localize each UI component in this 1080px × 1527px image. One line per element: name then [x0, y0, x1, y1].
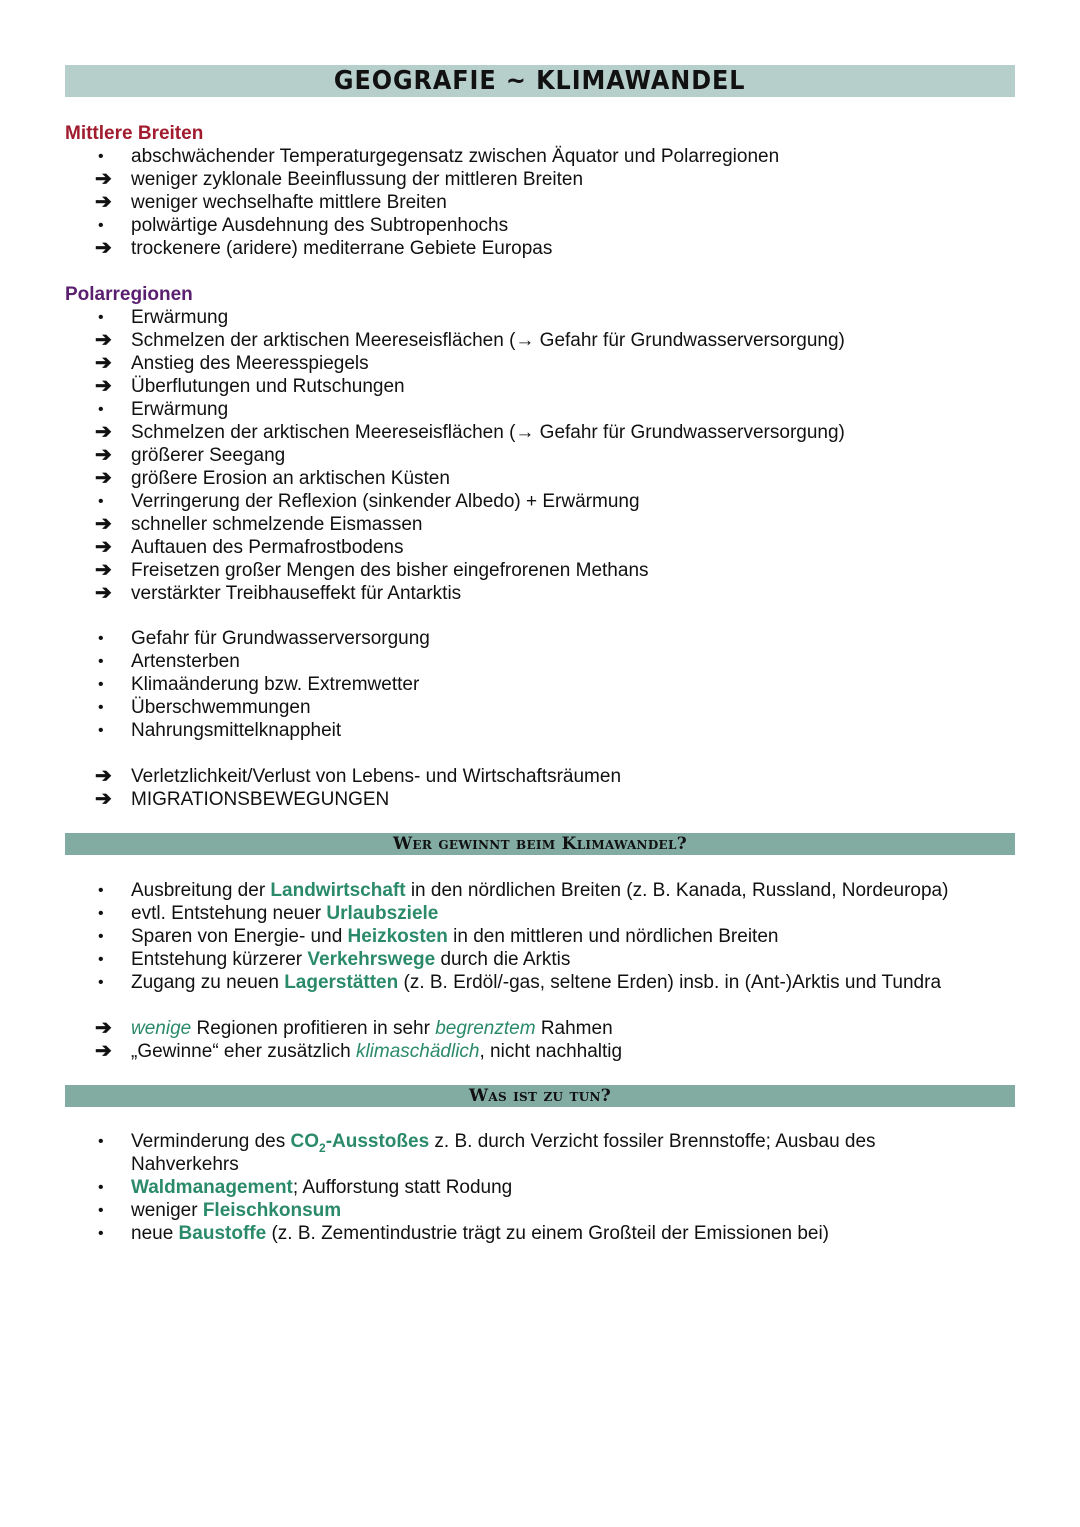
list-item: ➔ verstärkter Treibhauseffekt für Antarktis: [95, 582, 462, 604]
list-item: ➔ schneller schmelzende Eismassen: [95, 513, 423, 535]
section-bar-winners: [65, 833, 1015, 855]
bullet-icon: •: [98, 676, 104, 693]
list-winners-conclusions: [95, 1017, 622, 1063]
list-item: ➔ Überflutungen und Rutschungen: [95, 375, 405, 397]
list-item: • weniger Fleischkonsum: [98, 1200, 342, 1221]
list-item: ➔ größerer Seegang: [95, 444, 286, 466]
list-item: ➔ Freisetzen großer Mengen des bisher eingefrorenen Methans: [95, 559, 649, 581]
arrow-right-icon: ➔: [95, 513, 112, 535]
arrow-right-icon: ➔: [95, 536, 112, 558]
list-winners: [95, 879, 948, 994]
list-polarregionen: [95, 306, 845, 605]
arrow-right-icon: ➔: [95, 765, 112, 787]
list-item: ➔ weniger zyklonale Beeinflussung der mittleren Breiten: [95, 168, 584, 190]
list-item: • Sparen von Energie- und Heizkosten in den mittleren und nördlichen Breiten: [98, 926, 779, 947]
keyword: Baustoffe: [178, 1223, 267, 1244]
list-item: • Erwärmung: [98, 399, 229, 420]
list-item: ➔ größere Erosion an arktischen Küsten: [95, 467, 450, 489]
list-item: ➔ „Gewinne“ eher zusätzlich klimaschädlich, nicht nachhaltig: [95, 1040, 623, 1062]
list-consequences: [95, 627, 430, 742]
arrow-right-icon: ➔: [95, 1017, 112, 1039]
arrow-right-icon: ➔: [95, 168, 112, 190]
arrow-right-icon: ➔: [95, 788, 112, 810]
arrow-right-icon: ➔: [95, 375, 112, 397]
bullet-icon: •: [98, 722, 104, 739]
list-item: ➔ wenige Regionen profitieren in sehr begrenztem Rahmen: [95, 1017, 613, 1039]
bullet-icon: •: [98, 493, 104, 510]
section-bar-todo: [65, 1085, 1015, 1107]
list-item: • Zugang zu neuen Lagerstätten (z. B. Erdöl/-gas, seltene Erden) insb. in (Ant-)Arktis und Tundra: [98, 972, 942, 993]
list-item: • Ausbreitung der Landwirtschaft in den nördlichen Breiten (z. B. Kanada, Russland, Nordeuropa): [98, 880, 949, 901]
list-item: • Nahrungsmittelknappheit: [98, 720, 342, 741]
list-item: ➔ MIGRATIONSBEWEGUNGEN: [95, 788, 390, 810]
arrow-right-icon: ➔: [95, 352, 112, 374]
section-heading-todo: Was ist zu tun?: [468, 1086, 612, 1106]
list-item: • Verminderung des $CO_2$-Ausstoßes z. B. durch Verzicht fossiler Brennstoffe; Ausbau des Nahverkehrs: [98, 1131, 876, 1175]
keyword: Verkehrswege: [307, 949, 436, 970]
bullet-icon: •: [98, 1202, 104, 1219]
arrow-right-icon: ➔: [95, 421, 112, 443]
list-mittlere-breiten: [95, 145, 779, 260]
keyword: $CO_2$-Ausstoßes: [290, 1131, 430, 1155]
bullet-icon: •: [98, 653, 104, 670]
list-item: ➔ weniger wechselhafte mittlere Breiten: [95, 191, 447, 213]
list-item: ➔ Schmelzen der arktischen Meereseisflächen (→ Gefahr für Grundwasserversorgung): [95, 329, 845, 351]
list-conclusions: [95, 765, 621, 811]
page-title: GEOGRAFIE ~ KLIMAWANDEL: [334, 66, 746, 96]
bullet-icon: •: [98, 951, 104, 968]
bullet-icon: •: [98, 974, 104, 991]
list-item: ➔ Anstieg des Meeresspiegels: [95, 352, 369, 374]
keyword: Lagerstätten: [284, 972, 399, 993]
arrow-right-icon: ➔: [95, 237, 112, 259]
list-item: • abschwächender Temperaturgegensatz zwischen Äquator und Polarregionen: [98, 146, 780, 167]
arrow-right-icon: ➔: [95, 329, 112, 351]
list-item: • evtl. Entstehung neuer Urlaubsziele: [98, 903, 439, 924]
bullet-icon: •: [98, 217, 104, 234]
bullet-icon: •: [98, 1133, 104, 1150]
list-item: ➔ Schmelzen der arktischen Meereseisflächen (→ Gefahr für Grundwasserversorgung): [95, 421, 845, 443]
list-item: • Waldmanagement; Aufforstung statt Rodung: [98, 1177, 513, 1198]
section-heading-winners: Wer gewinnt beim Klimawandel?: [393, 834, 687, 854]
bullet-icon: •: [98, 630, 104, 647]
list-item: • Gefahr für Grundwasserversorgung: [98, 628, 430, 649]
arrow-right-icon: ➔: [95, 467, 112, 489]
list-item: • neue Baustoffe (z. B. Zementindustrie trägt zu einem Großteil der Emissionen bei): [98, 1223, 830, 1244]
list-item: • Verringerung der Reflexion (sinkender Albedo) + Erwärmung: [98, 491, 640, 512]
bullet-icon: •: [98, 905, 104, 922]
bullet-icon: •: [98, 882, 104, 899]
list-item: • Klimaänderung bzw. Extremwetter: [98, 674, 420, 695]
arrow-right-icon: ➔: [95, 191, 112, 213]
list-todo: [95, 1130, 951, 1245]
bullet-icon: •: [98, 699, 104, 716]
keyword: Urlaubsziele: [326, 903, 439, 924]
list-item: • Überschwemmungen: [98, 697, 311, 718]
list-item: ➔ Auftauen des Permafrostbodens: [95, 536, 404, 558]
list-item: • Erwärmung: [98, 307, 229, 328]
heading-polarregionen: Polarregionen: [65, 284, 193, 305]
list-item: ➔ Verletzlichkeit/Verlust von Lebens- und Wirtschaftsräumen: [95, 765, 622, 787]
arrow-right-icon: ➔: [95, 444, 112, 466]
bullet-icon: •: [98, 401, 104, 418]
keyword: Heizkosten: [347, 926, 448, 947]
list-item: ➔ trockenere (aridere) mediterrane Gebiete Europas: [95, 237, 553, 259]
bullet-icon: •: [98, 148, 104, 165]
title-bar: [65, 65, 1015, 97]
list-item: • Artensterben: [98, 651, 240, 672]
arrow-right-icon: ➔: [95, 582, 112, 604]
list-item: • polwärtige Ausdehnung des Subtropenhochs: [98, 215, 509, 236]
bullet-icon: •: [98, 1225, 104, 1242]
bullet-icon: •: [98, 309, 104, 326]
bullet-icon: •: [98, 928, 104, 945]
arrow-right-icon: ➔: [95, 559, 112, 581]
arrow-right-icon: ➔: [95, 1040, 112, 1062]
heading-mittlere-breiten: Mittlere Breiten: [65, 123, 204, 144]
list-item: • Entstehung kürzerer Verkehrswege durch die Arktis: [98, 949, 571, 970]
bullet-icon: •: [98, 1179, 104, 1196]
keyword: Waldmanagement: [131, 1177, 293, 1198]
keyword: Landwirtschaft: [270, 880, 406, 901]
keyword: Fleischkonsum: [202, 1200, 342, 1221]
